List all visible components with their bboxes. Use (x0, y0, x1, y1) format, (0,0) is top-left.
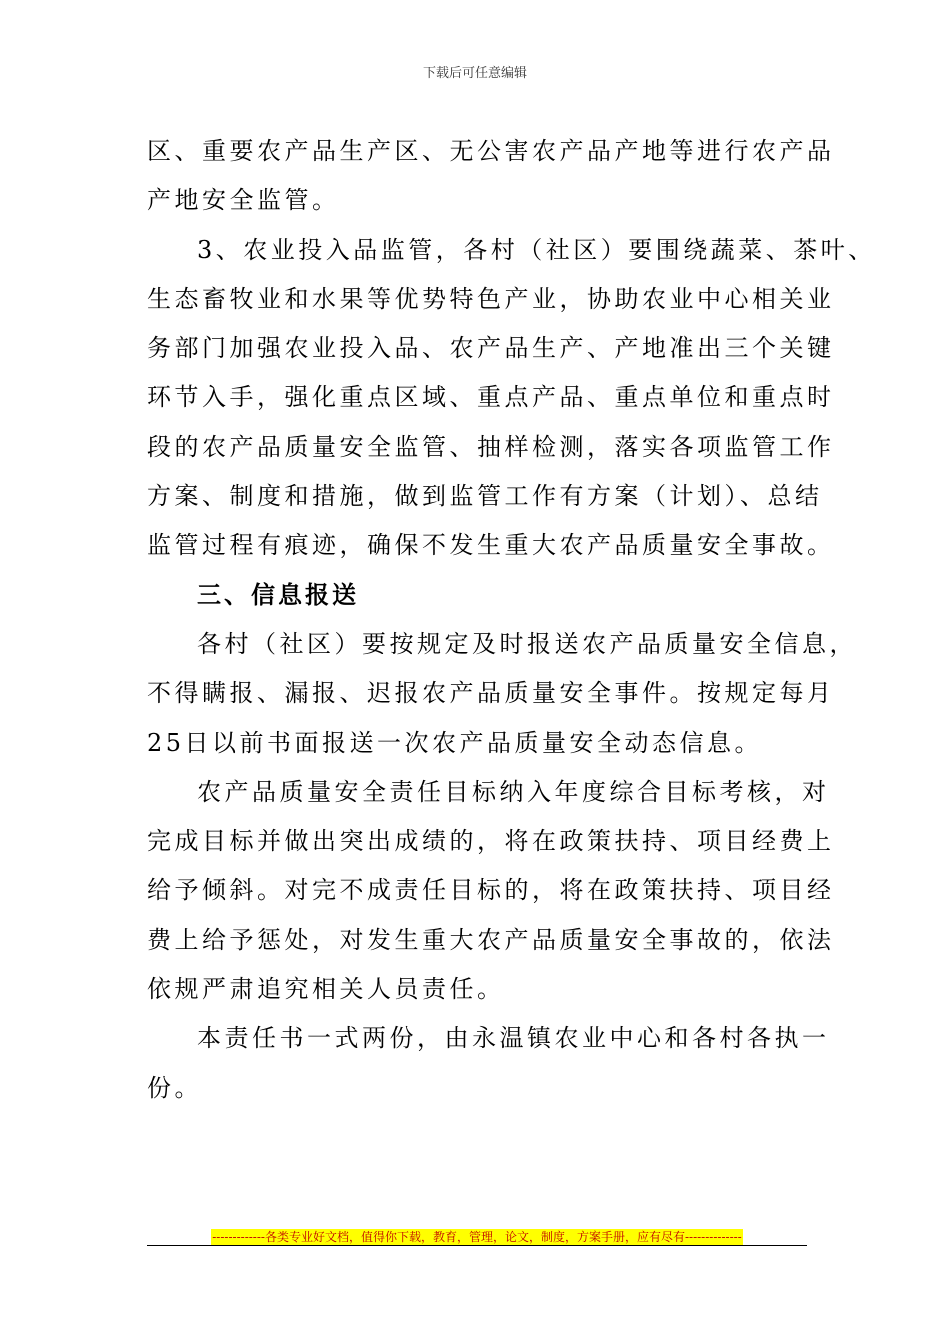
paragraph-2 (147, 226, 876, 571)
document-body (147, 127, 876, 1113)
text-line: 本责任书一式两份，由永温镇农业中心和各村各执一 (197, 1024, 830, 1053)
text-line: 25日以前书面报送一次农产品质量安全动态信息。 (147, 728, 763, 757)
text-line: 生态畜牧业和水果等优势特色产业，协助农业中心相关业 (147, 284, 835, 313)
text-line: 份。 (147, 1073, 202, 1102)
paragraph-1 (147, 127, 835, 226)
page-footer (147, 1226, 807, 1245)
footer-divider (147, 1245, 807, 1246)
text-line: 务部门加强农业投入品、农产品生产、产地准出三个关键 (147, 334, 835, 363)
text-line: 环节入手，强化重点区域、重点产品、重点单位和重点时 (147, 383, 835, 412)
text-line: 费上给予惩处，对发生重大农产品质量安全事故的，依法 (147, 925, 835, 954)
text-line: 监管过程有痕迹，确保不发生重大农产品质量安全事故。 (147, 531, 835, 560)
paragraph-5 (147, 1014, 830, 1113)
page-header: 下载后可任意编辑 (422, 66, 527, 81)
text-line: 方案、制度和措施，做到监管工作有方案（计划）、总结 (147, 482, 823, 511)
text-line: 产地安全监管。 (147, 186, 340, 215)
paragraph-3 (147, 620, 857, 768)
section-heading: 三、信息报送 (197, 580, 359, 609)
text-line: 区、重要农产品生产区、无公害农产品产地等进行农产品 (147, 137, 835, 165)
text-line: 完成目标并做出突出成绩的，将在政策扶持、项目经费上 (147, 827, 835, 856)
text-line: 3、农业投入品监管，各村（社区）要围绕蔬菜、茶叶、 (197, 235, 876, 264)
paragraph-4 (147, 768, 835, 1014)
text-line: 给予倾斜。对完不成责任目标的，将在政策扶持、项目经 (147, 876, 835, 905)
text-line: 各村（社区）要按规定及时报送农产品质量安全信息， (197, 629, 857, 658)
footer-banner-text: -------------各类专业好文档，值得你下载，教育，管理，论文，制度，方案手册，应有尽有-------------- (212, 1230, 742, 1244)
text-line: 不得瞒报、漏报、迟报农产品质量安全事件。按规定每月 (147, 679, 835, 708)
text-line: 段的农产品质量安全监管、抽样检测，落实各项监管工作 (147, 432, 835, 461)
text-line: 依规严肃追究相关人员责任。 (147, 975, 505, 1004)
text-line: 农产品质量安全责任目标纳入年度综合目标考核，对 (197, 777, 830, 806)
